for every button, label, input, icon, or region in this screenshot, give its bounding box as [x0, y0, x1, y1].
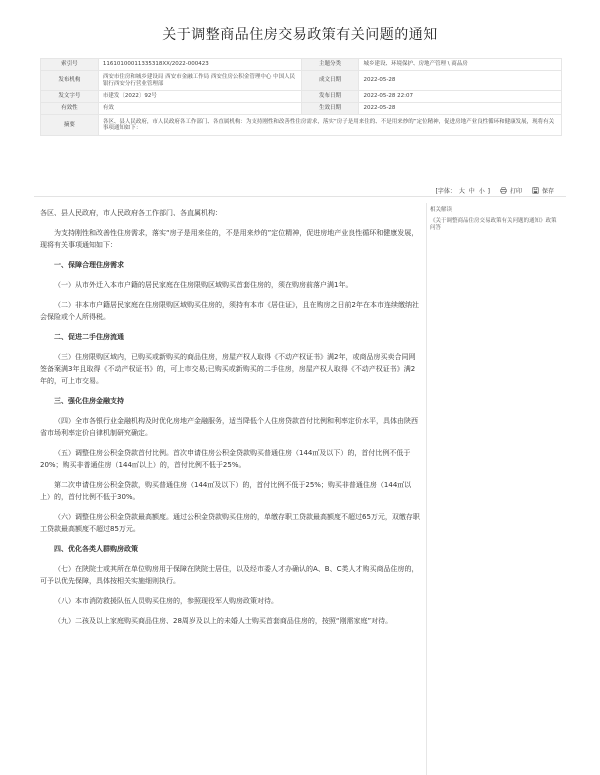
summary-value: 各区、县人民政府，市人民政府各工作部门、各直属机构：为支持刚性和改善性住房需求，落实“房子是用来住的、不是用来炒的”定位精神，促进房地产业良性循环和健康发展，现将有关事项通知如下：	[98, 115, 561, 136]
subject-value: 城乡建设、环境保护、房地产管理 \ 商品房	[359, 59, 562, 71]
save-button[interactable]	[532, 186, 554, 195]
font-size-small-button[interactable]: 小	[478, 188, 485, 195]
paragraph-2: （二）非本市户籍居民家庭在住房限购区域购买住房的，须持有本市《居住证》，且在购房之日前2年在本市连续缴纳社会保险或个人所得税。	[40, 301, 419, 321]
intro-paragraph: 为支持刚性和改善性住房需求，落实“房子是用来住的，不是用来炒的”定位精神，促进房地产业良性循环和健康发展，现将有关事项通知如下：	[40, 229, 419, 249]
issuer-value: 西安市住房和城乡建设局 西安市金融工作局 西安住房公积金管理中心 中国人民银行西安分行营业管理部	[98, 71, 301, 91]
document-body	[40, 207, 420, 635]
font-size-medium-button[interactable]: 中	[468, 188, 475, 195]
related-interpretation-heading: 相关解读	[430, 207, 453, 213]
created-label: 成文日期	[301, 71, 359, 91]
paragraph-4: （四）全市各银行业金融机构及时优化房地产金融服务，适当降低个人住房贷款首付比例和利率定价水平，具体由陕西省市场利率定价自律机制研究确定。	[40, 417, 418, 437]
summary-label: 摘要	[41, 115, 99, 136]
font-size-control	[436, 186, 490, 195]
published-value: 2022-05-28 22:07	[359, 91, 562, 103]
interpretation-link[interactable]: 《关于调整商品住房交易政策有关问题的通知》政策问答	[430, 218, 557, 231]
font-size-large-button[interactable]: 大	[458, 188, 465, 195]
sidebar-divider	[426, 203, 427, 775]
save-label: 保存	[541, 188, 554, 195]
effective-label: 生效日期	[301, 103, 359, 115]
font-size-close-bracket: ]	[487, 188, 490, 195]
created-value: 2022-05-28	[359, 71, 562, 91]
effective-value: 2022-05-28	[359, 103, 562, 115]
index-value: 11610100011335318XX/2022-000423	[98, 59, 301, 71]
published-label: 发布日期	[301, 91, 359, 103]
section-heading-1: 一、保障合理住房需求	[54, 261, 124, 269]
paragraph-5: （五）调整住房公积金贷款首付比例。首次申请住房公积金贷款购买普通住房（144㎡及以下）的，首付比例不低于20%；购买非普通住房（144㎡以上）的，首付比例不低于25%。	[40, 449, 411, 469]
validity-value: 有效	[98, 103, 301, 115]
related-sidebar	[430, 207, 560, 232]
page-title: 关于调整商品住房交易政策有关问题的通知	[162, 27, 438, 43]
paragraph-1: （一）从市外迁入本市户籍的居民家庭在住房限购区域购买首套住房的，须在购房前落户满1年。	[54, 281, 353, 289]
font-size-label: [字体：	[435, 188, 456, 195]
toolbar-divider	[34, 196, 566, 197]
section-heading-2: 二、促进二手住房流通	[54, 333, 124, 341]
section-heading-4: 四、优化各类人群购房政策	[54, 545, 138, 553]
document-metadata-table	[40, 58, 562, 136]
print-label: 打印	[509, 188, 522, 195]
reading-toolbar	[436, 186, 554, 195]
paragraph-3: （三）住房限购区域内，已购买或新购买的商品住房，房屋产权人取得《不动产权证书》满2年，或商品房买卖合同网签备案满3年且取得《不动产权证书》的，可上市交易;已购买或新购买的二手住房，房屋产权人取得《不动产权证书》满2年的，可上市交易。	[40, 353, 416, 385]
issuer-label: 发布机构	[41, 71, 99, 91]
index-label: 索引号	[41, 59, 99, 71]
paragraph-10: （九）二孩及以上家庭购买商品住房、28周岁及以上的未婚人士购买首套商品住房的，按照“刚需家庭”对待。	[54, 617, 393, 625]
paragraph-7: （六）调整住房公积金贷款最高额度。通过公积金贷款购买住房的，单缴存职工贷款最高额度不超过65万元，双缴存职工贷款最高额度不超过85万元。	[40, 513, 420, 533]
section-heading-3: 三、强化住房金融支持	[54, 397, 124, 405]
paragraph-8: （七）在陕院士或其所在单位购房用于保障在陕院士居住，以及经市委人才办确认的A、B、C类人才购买商品住房的，可予以优先保障，具体按相关实施细则执行。	[40, 565, 419, 585]
subject-label: 主题分类	[301, 59, 359, 71]
paragraph-9: （八）本市消防救援队伍人员购买住房的，参照现役军人购房政策对待。	[54, 597, 278, 605]
docno-value: 市建发〔2022〕92号	[98, 91, 301, 103]
docno-label: 发文字号	[41, 91, 99, 103]
save-icon	[532, 187, 539, 194]
paragraph-6: 第二次申请住房公积金贷款，购买普通住房（144㎡及以下）的，首付比例不低于25%；购买非普通住房（144㎡以上）的，首付比例不低于30%。	[40, 481, 412, 501]
print-button[interactable]	[500, 186, 522, 195]
salutation: 各区、县人民政府，市人民政府各工作部门、各直属机构：	[40, 209, 222, 217]
validity-label: 有效性	[41, 103, 99, 115]
printer-icon	[500, 187, 507, 194]
